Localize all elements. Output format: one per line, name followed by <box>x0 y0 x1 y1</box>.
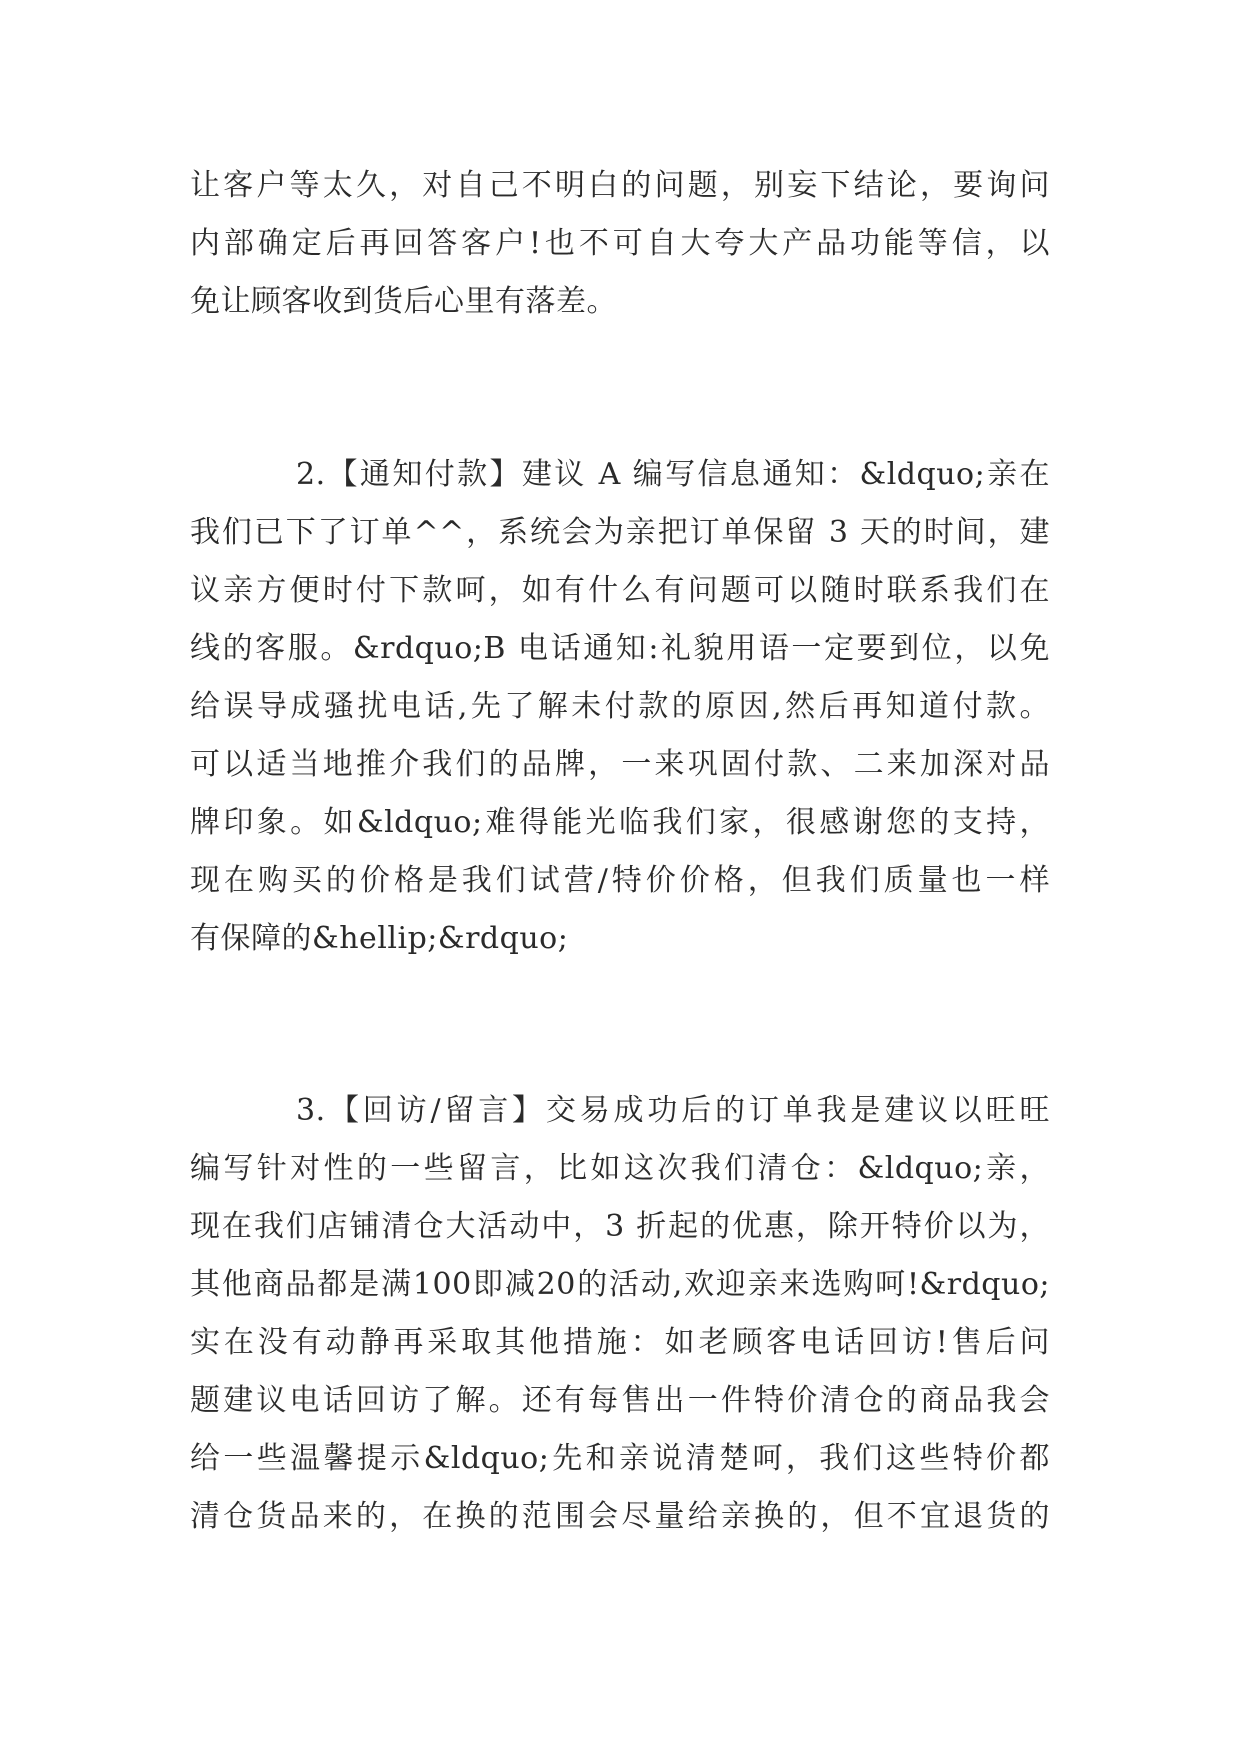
text-line: 实在没有动静再采取其他措施：如老顾客电话回访!售后问 <box>190 1325 1050 1360</box>
text-line: 给一些温馨提示&ldquo;先和亲说清楚呵，我们这些特价都 <box>190 1441 1050 1476</box>
text-line: 内部确定后再回答客户!也不可自大夸大产品功能等信，以 <box>190 226 1050 261</box>
text-line: 3.【回访/留言】交易成功后的订单我是建议以旺旺 <box>296 1093 1050 1128</box>
text-line: 编写针对性的一些留言，比如这次我们清仓：&ldquo;亲， <box>190 1151 1050 1186</box>
paragraph-3 <box>190 1082 1050 1546</box>
paragraph-2 <box>190 446 1050 968</box>
text-line: 有保障的&hellip;&rdquo; <box>190 921 569 956</box>
text-line: 题建议电话回访了解。还有每售出一件特价清仓的商品我会 <box>190 1383 1050 1418</box>
text-line: 给误导成骚扰电话,先了解未付款的原因,然后再知道付款。 <box>190 689 1050 724</box>
text-line: 现在购买的价格是我们试营/特价价格，但我们质量也一样 <box>190 863 1050 898</box>
text-line: 可以适当地推介我们的品牌，一来巩固付款、二来加深对品 <box>190 747 1050 782</box>
text-line: 线的客服。&rdquo;B 电话通知:礼貌用语一定要到位，以免 <box>190 631 1050 666</box>
text-line: 免让顾客收到货后心里有落差。 <box>190 284 617 319</box>
text-line: 现在我们店铺清仓大活动中，3 折起的优惠，除开特价以为， <box>190 1209 1050 1244</box>
text-line: 2.【通知付款】建议 A 编写信息通知：&ldquo;亲在 <box>296 457 1050 492</box>
paragraph-1 <box>190 157 1050 331</box>
text-line: 牌印象。如&ldquo;难得能光临我们家，很感谢您的支持， <box>190 805 1050 840</box>
text-line: 我们已下了订单^^，系统会为亲把订单保留 3 天的时间，建 <box>190 515 1050 550</box>
text-line: 议亲方便时付下款呵，如有什么有问题可以随时联系我们在 <box>190 573 1050 608</box>
text-line: 让客户等太久，对自己不明白的问题，别妄下结论，要询问 <box>190 168 1050 203</box>
text-line: 清仓货品来的，在换的范围会尽量给亲换的，但不宜退货的 <box>190 1499 1050 1534</box>
text-line: 其他商品都是满100即减20的活动,欢迎亲来选购呵!&rdquo; <box>190 1267 1050 1302</box>
